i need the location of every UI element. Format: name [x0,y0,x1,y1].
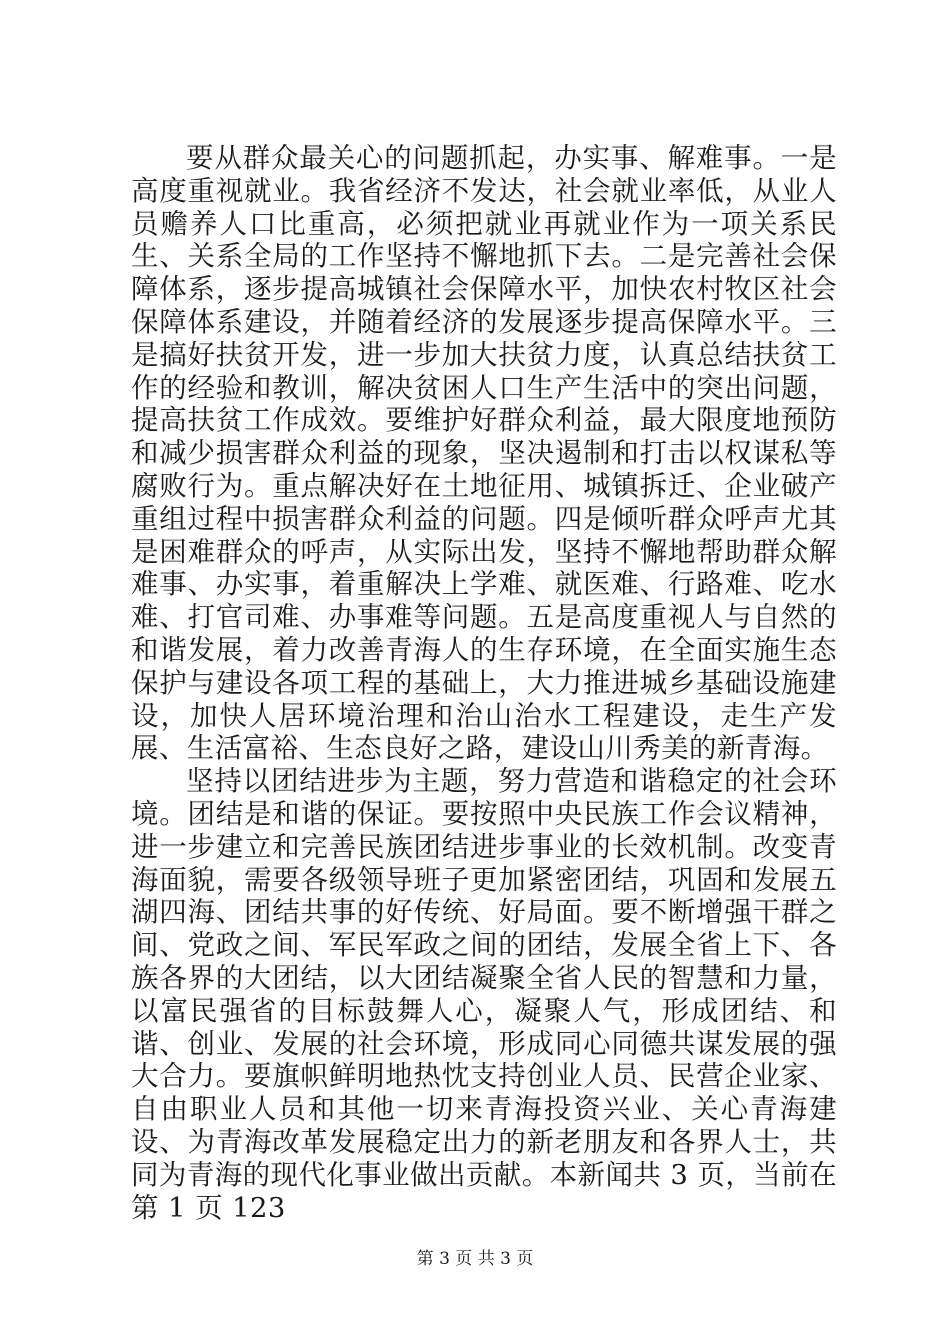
paragraph-unity-progress: 坚持以团结进步为主题，努力营造和谐稳定的社会环境。团结是和谐的保证。要按照中央民族工作会议精神，进一步建立和完善民族团结进步事业的长效机制。改变青海面貌，需要各级领导班子更加紧密团结，巩固和发展五湖四海、团结共事的好传统、好局面。要不断增强干群之间、党政之间、军民军政之间的团结，发展全省上下、各族各界的大团结，以大团结凝聚全省人民的智慧和力量，以富民强省的目标鼓舞人心，凝聚人气，形成团结、和谐、创业、发展的社会环境，形成同心同德共谋发展的强大合力。要旗帜鲜明地热忱支持创业人员、民营企业家、自由职业人员和其他一切来青海投资兴业、关心青海建设、为青海改革发展稳定出力的新老朋友和各界人士，共同为青海的现代化事业做出贡献。本新闻共 3 页，当前在第 1 页 123 [131,765,837,1224]
page-footer: 第 3 页 共 3 页 [416,1249,534,1269]
document-body [131,142,837,1224]
paragraph-social-welfare: 要从群众最关心的问题抓起，办实事、解难事。一是高度重视就业。我省经济不发达，社会就业率低，从业人员赡养人口比重高，必须把就业再就业作为一项关系民生、关系全局的工作坚持不懈地抓下去。二是完善社会保障体系，逐步提高城镇社会保障水平，加快农村牧区社会保障体系建设，并随着经济的发展逐步提高保障水平。三是搞好扶贫开发，进一步加大扶贫力度，认真总结扶贫工作的经验和教训，解决贫困人口生产生活中的突出问题，提高扶贫工作成效。要维护好群众利益，最大限度地预防和减少损害群众利益的现象，坚决遏制和打击以权谋私等腐败行为。重点解决好在土地征用、城镇拆迁、企业破产重组过程中损害群众利益的问题。四是倾听群众呼声尤其是困难群众的呼声，从实际出发，坚持不懈地帮助群众解难事、办实事，着重解决上学难、就医难、行路难、吃水难、打官司难、办事难等问题。五是高度重视人与自然的和谐发展，着力改善青海人的生存环境，在全面实施生态保护与建设各项工程的基础上，大力推进城乡基础设施建设，加快人居环境治理和治山治水工程建设，走生产发展、生活富裕、生态良好之路，建设山川秀美的新青海。 [131,142,837,765]
